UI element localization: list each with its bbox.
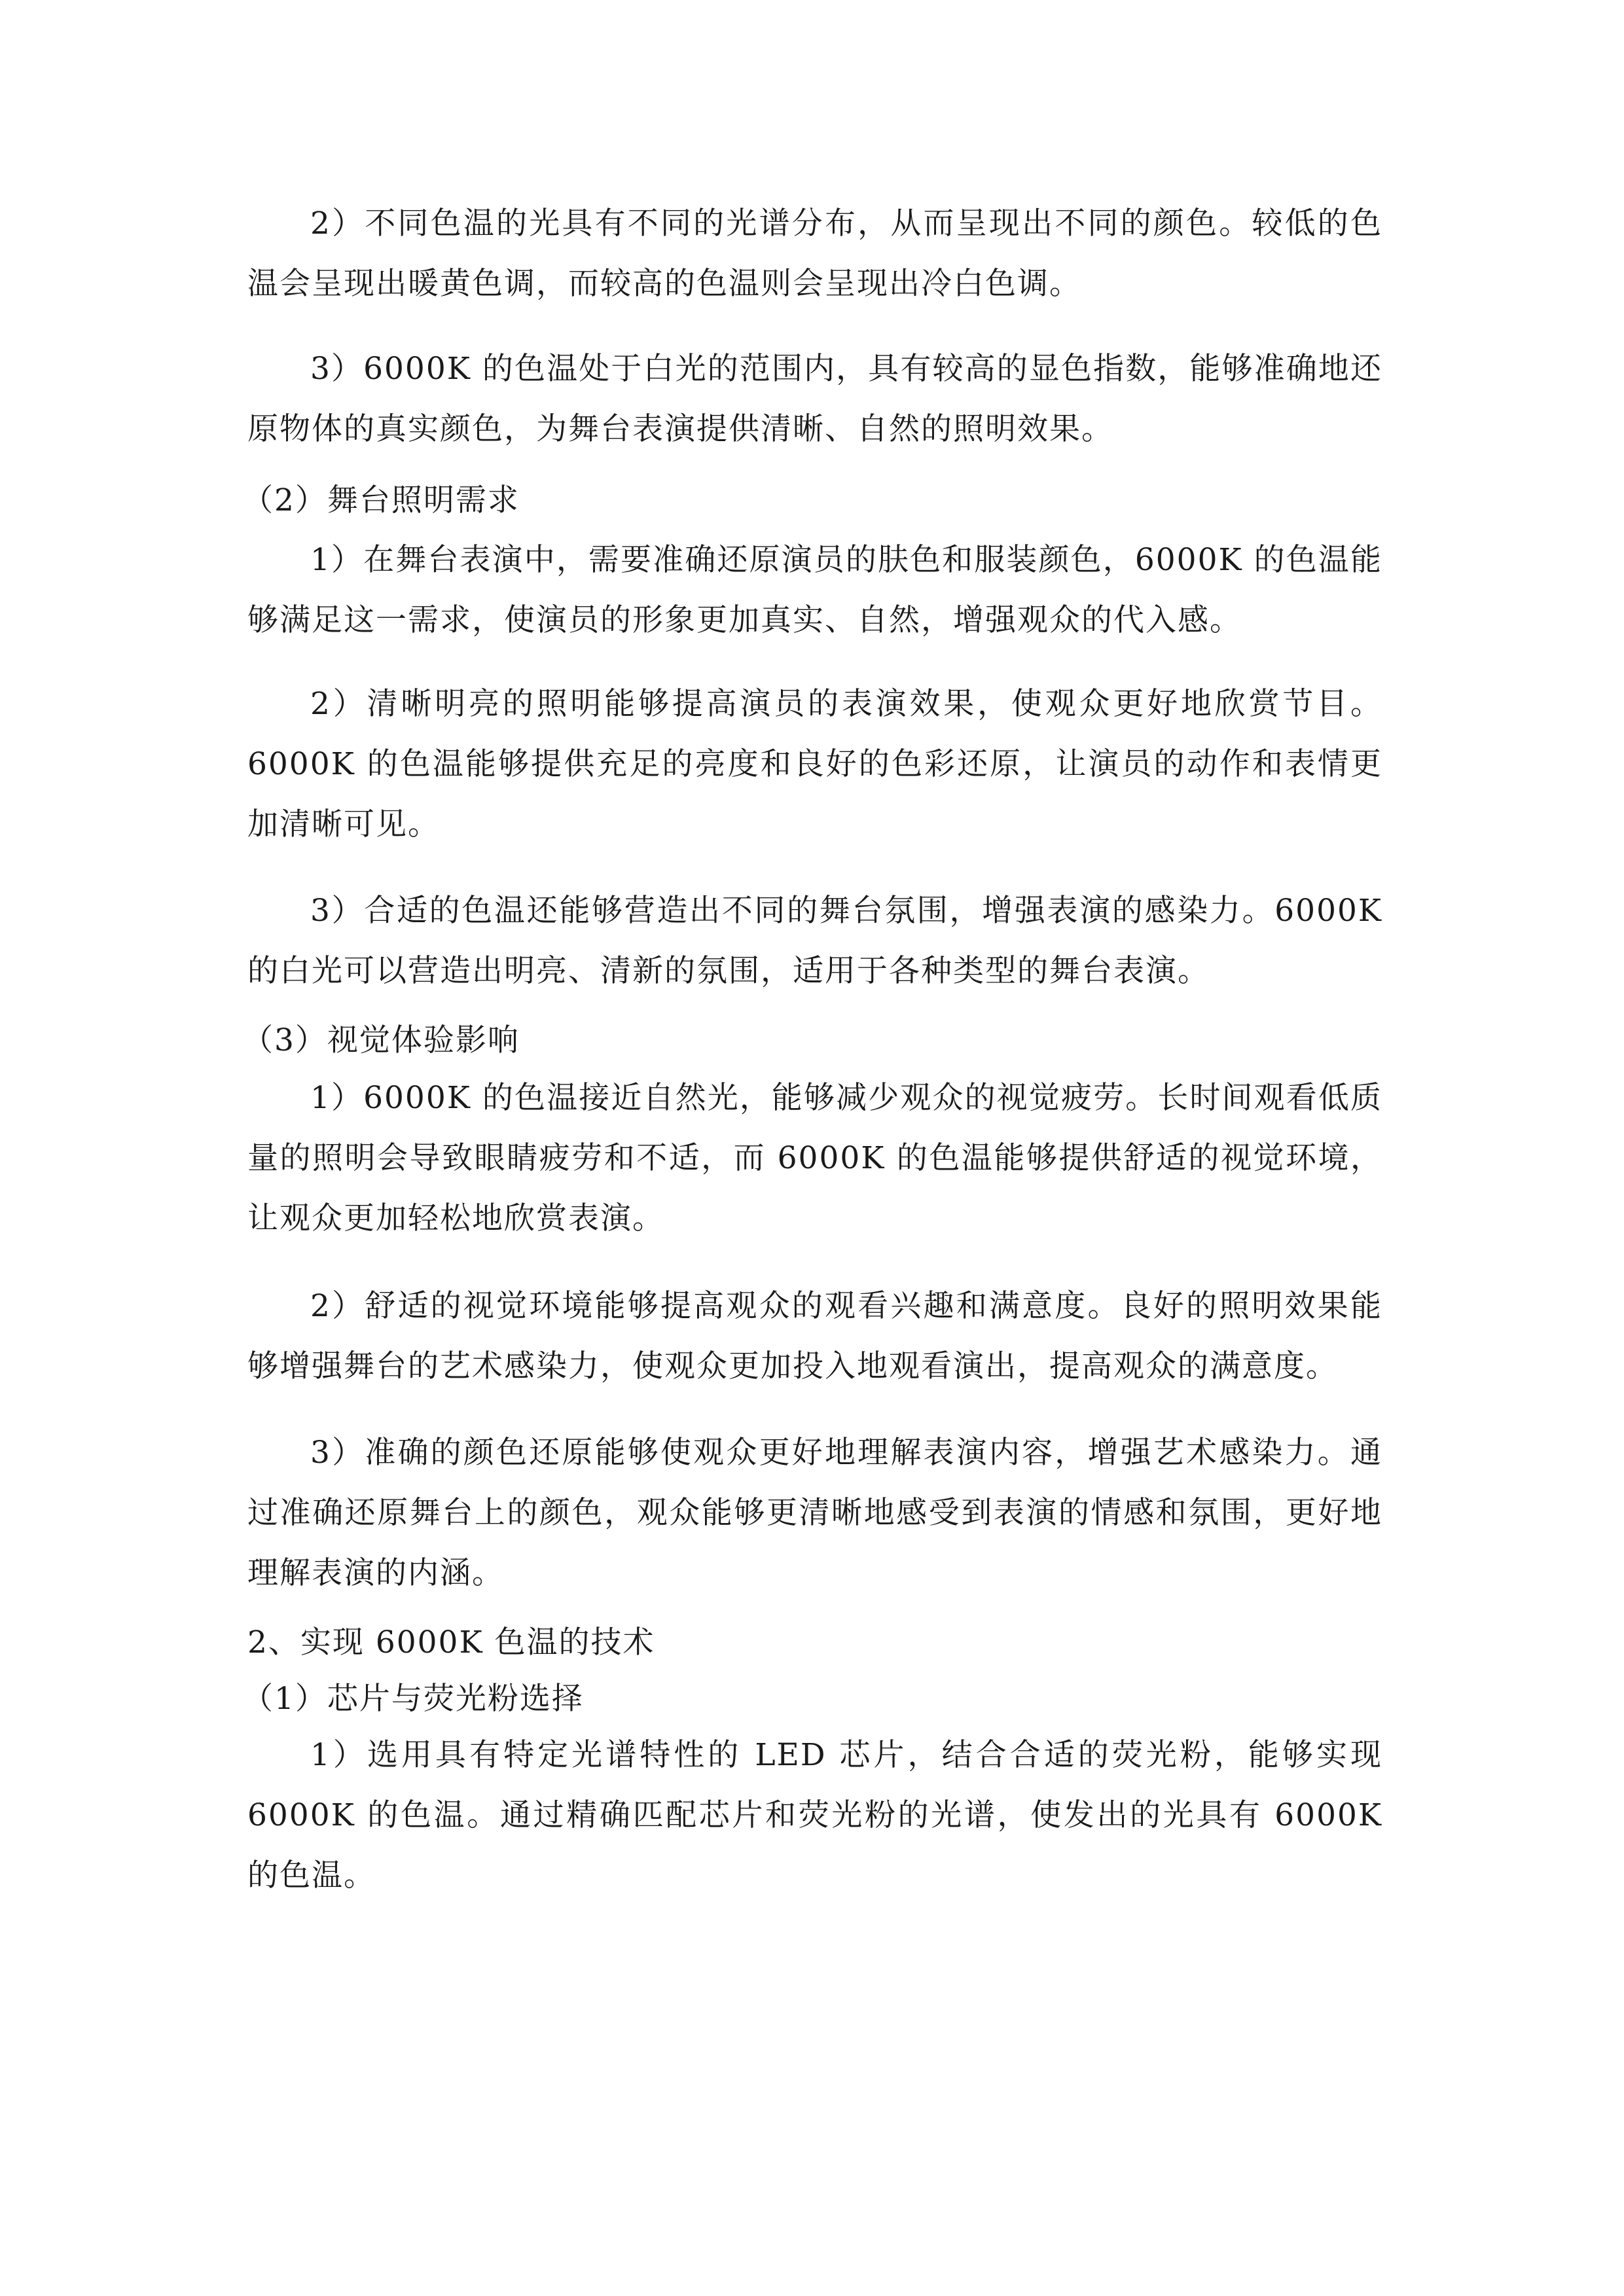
paragraph-reduce-visual-fatigue: 1）6000K 的色温接近自然光，能够减少观众的视觉疲劳。长时间观看低质量的照明会导致眼睛疲劳和不适，而 6000K 的色温能够提供舒适的视觉环境，让观众更加轻松地欣赏表演。 (247, 1080, 1382, 1236)
paragraph-color-temperature-spectrum: 2）不同色温的光具有不同的光谱分布，从而呈现出不同的颜色。较低的色温会呈现出暖黄色调，而较高的色温则会呈现出冷白色调。 (247, 206, 1382, 302)
paragraph-skin-and-costume-color: 1）在舞台表演中，需要准确还原演员的肤色和服装颜色，6000K 的色温能够满足这一需求，使演员的形象更加真实、自然，增强观众的代入感。 (247, 542, 1382, 638)
paragraph-led-chip-phosphor: 1）选用具有特定光谱特性的 LED 芯片，结合合适的荧光粉，能够实现 6000K 的色温。通过精确匹配芯片和荧光粉的光谱，使发出的光具有 6000K 的色温。 (247, 1737, 1382, 1893)
heading-6000k-technology: 2、实现 6000K 色温的技术 (247, 1624, 655, 1660)
paragraph-audience-satisfaction: 2）舒适的视觉环境能够提高观众的观看兴趣和满意度。良好的照明效果能够增强舞台的艺术感染力，使观众更加投入地观看演出，提高观众的满意度。 (247, 1288, 1382, 1384)
paragraph-6000k-white-light: 3）6000K 的色温处于白光的范围内，具有较高的显色指数，能够准确地还原物体的真实颜色，为舞台表演提供清晰、自然的照明效果。 (247, 351, 1382, 447)
paragraph-clear-bright-lighting: 2）清晰明亮的照明能够提高演员的表演效果，使观众更好地欣赏节目。6000K 的色温能够提供充足的亮度和良好的色彩还原，让演员的动作和表情更加清晰可见。 (247, 686, 1382, 842)
subheading-chip-and-phosphor: （1）芯片与荧光粉选择 (242, 1681, 584, 1717)
paragraph-accurate-color-rendition: 3）准确的颜色还原能够使观众更好地理解表演内容，增强艺术感染力。通过准确还原舞台上的颜色，观众能够更清晰地感受到表演的情感和氛围，更好地理解表演的内涵。 (247, 1435, 1382, 1591)
paragraph-stage-atmosphere: 3）合适的色温还能够营造出不同的舞台氛围，增强表演的感染力。6000K 的白光可以营造出明亮、清新的氛围，适用于各种类型的舞台表演。 (247, 893, 1382, 989)
subheading-visual-experience: （3）视觉体验影响 (242, 1022, 520, 1058)
subheading-stage-lighting-needs: （2）舞台照明需求 (242, 482, 520, 518)
